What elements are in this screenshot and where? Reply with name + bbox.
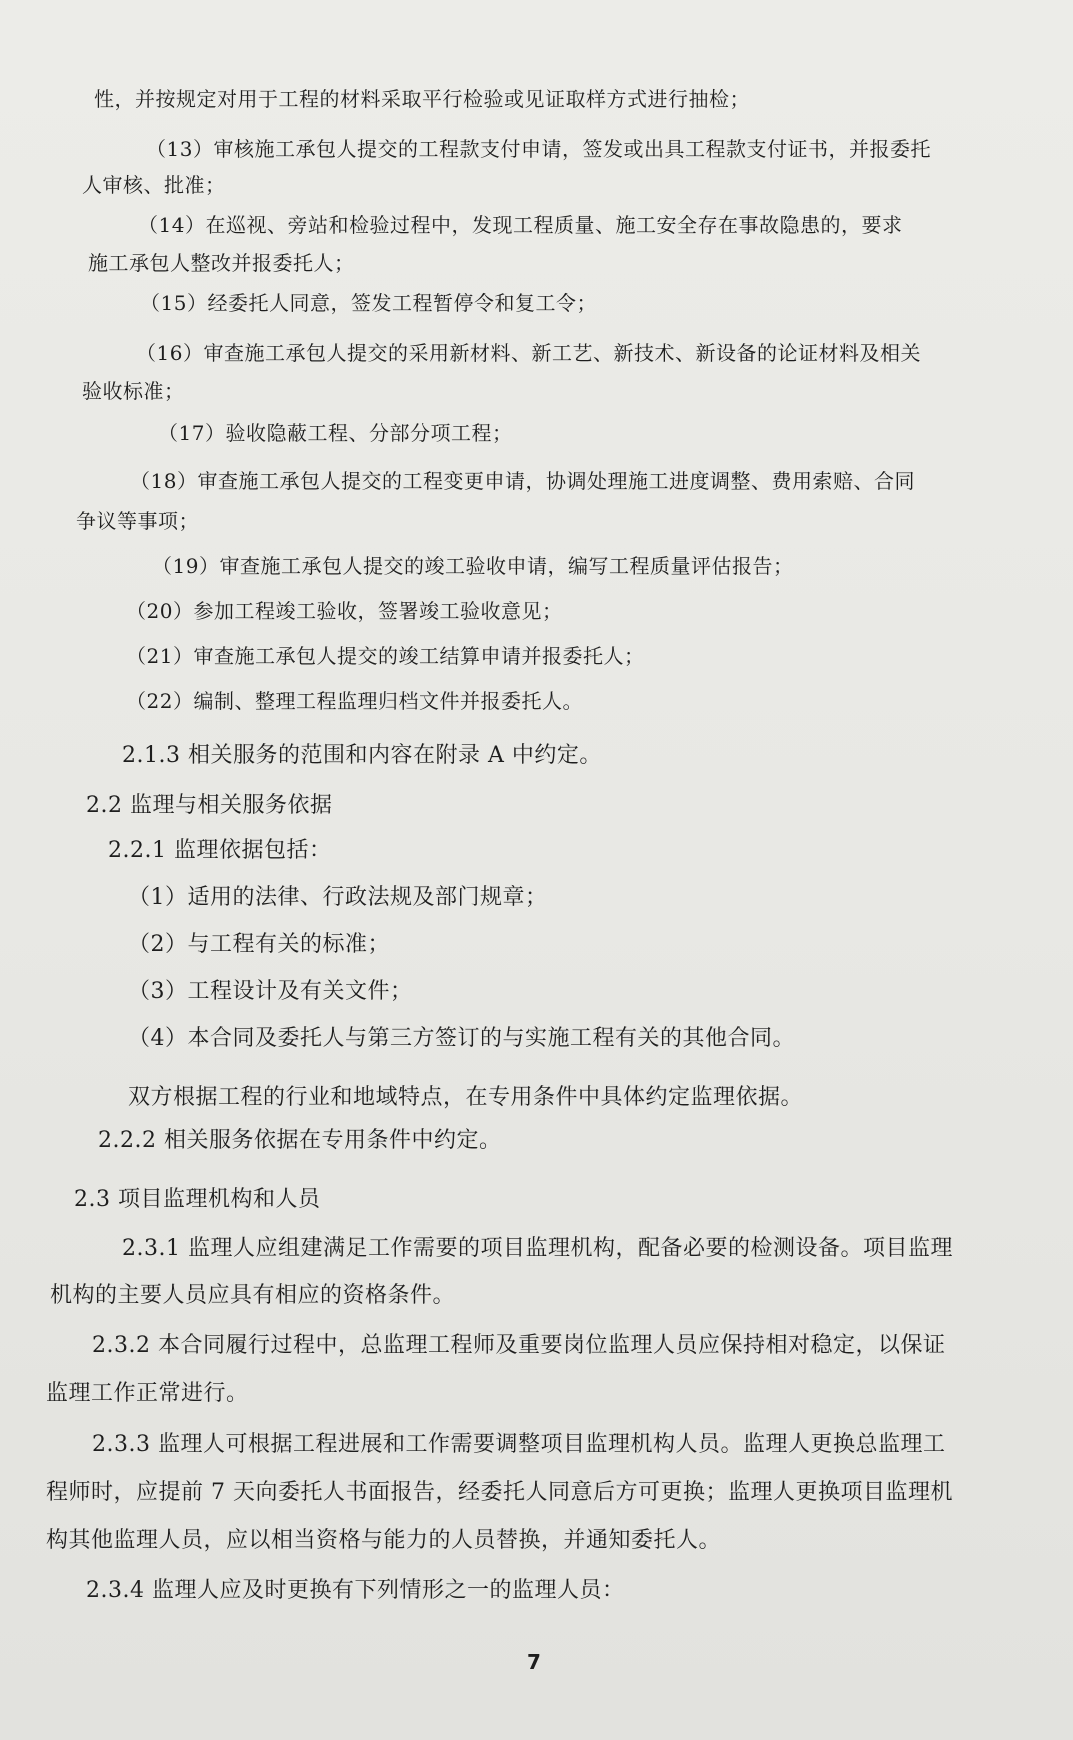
clause-2-3-1: 2.3.1 监理人应组建满足工作需要的项目监理机构，配备必要的检测设备。项目监理 bbox=[122, 1236, 953, 1261]
text-line: 验收标准； bbox=[82, 379, 185, 403]
clause-2-2-2: 2.2.2 相关服务依据在专用条件中约定。 bbox=[98, 1128, 502, 1153]
list-item: （3）工程设计及有关文件； bbox=[128, 979, 413, 1004]
clause-2-3-4: 2.3.4 监理人应及时更换有下列情形之一的监理人员： bbox=[86, 1578, 625, 1603]
list-item: （4）本合同及委托人与第三方签订的与实施工程有关的其他合同。 bbox=[128, 1026, 795, 1051]
text-line: 构其他监理人员，应以相当资格与能力的人员替换，并通知委托人。 bbox=[46, 1528, 722, 1553]
text-line: （20）参加工程竣工验收，签署竣工验收意见； bbox=[126, 599, 563, 623]
clause-2-3-3: 2.3.3 监理人可根据工程进展和工作需要调整项目监理机构人员。监理人更换总监理工 bbox=[92, 1432, 946, 1457]
page-number: 7 bbox=[527, 1650, 541, 1674]
text-line: （14）在巡视、旁站和检验过程中，发现工程质量、施工安全存在事故隐患的，要求 bbox=[138, 213, 903, 237]
text-line: 程师时，应提前 7 天向委托人书面报告，经委托人同意后方可更换；监理人更换项目监理机 bbox=[46, 1480, 953, 1505]
text-line: （19）审查施工承包人提交的竣工验收申请，编写工程质量评估报告； bbox=[152, 554, 794, 578]
text-line: （18）审查施工承包人提交的工程变更申请，协调处理施工进度调整、费用索赔、合同 bbox=[130, 469, 915, 493]
text-line: 施工承包人整改并报委托人； bbox=[88, 251, 355, 275]
text-line: 机构的主要人员应具有相应的资格条件。 bbox=[50, 1283, 456, 1308]
text-line: 性，并按规定对用于工程的材料采取平行检验或见证取样方式进行抽检； bbox=[94, 87, 750, 111]
text-line: 监理工作正常进行。 bbox=[46, 1381, 249, 1406]
text-line: （13）审核施工承包人提交的工程款支付申请，签发或出具工程款支付证书，并报委托 bbox=[146, 137, 931, 161]
section-heading-2-2: 2.2 监理与相关服务依据 bbox=[86, 793, 333, 818]
text-line: （16）审查施工承包人提交的采用新材料、新工艺、新技术、新设备的论证材料及相关 bbox=[136, 341, 921, 365]
text-line: 双方根据工程的行业和地域特点，在专用条件中具体约定监理依据。 bbox=[128, 1085, 804, 1110]
text-line: （22）编制、整理工程监理归档文件并报委托人。 bbox=[126, 689, 583, 713]
section-heading-2-3: 2.3 项目监理机构和人员 bbox=[74, 1187, 321, 1212]
clause-2-1-3: 2.1.3 相关服务的范围和内容在附录 A 中约定。 bbox=[122, 743, 602, 768]
text-line: 人审核、批准； bbox=[82, 173, 226, 197]
text-line: （21）审查施工承包人提交的竣工结算申请并报委托人； bbox=[126, 644, 645, 668]
clause-2-3-2: 2.3.2 本合同履行过程中，总监理工程师及重要岗位监理人员应保持相对稳定，以保证 bbox=[92, 1333, 946, 1358]
text-line: 争议等事项； bbox=[76, 509, 199, 533]
text-line: （15）经委托人同意，签发工程暂停令和复工令； bbox=[140, 291, 597, 315]
clause-2-2-1: 2.2.1 监理依据包括： bbox=[108, 838, 332, 863]
text-line: （17）验收隐蔽工程、分部分项工程； bbox=[158, 421, 513, 445]
list-item: （1）适用的法律、行政法规及部门规章； bbox=[128, 885, 548, 910]
list-item: （2）与工程有关的标准； bbox=[128, 932, 390, 957]
